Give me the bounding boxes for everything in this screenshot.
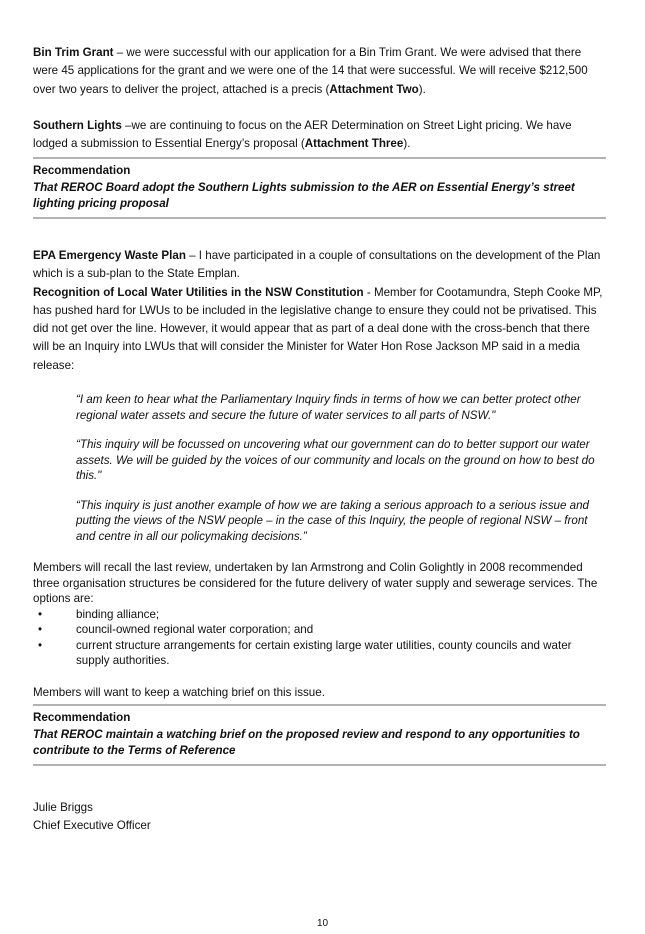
recommendation-box-1 [33, 159, 606, 217]
list-item: • council-owned regional water corporation; and [38, 623, 314, 637]
water-heading: Recognition of Local Water Utilities in the NSW Constitution [33, 285, 364, 299]
bin-trim-heading: Bin Trim Grant [33, 46, 114, 59]
review-paragraph: Members will recall the last review, undertaken by Ian Armstrong and Colin Golightly in 2008 recommended three organisation structures be considered for the future delivery of water supply and sewerage services. The options are: [33, 561, 598, 606]
attachment-two-ref: Attachment Two [329, 82, 419, 96]
bullet-icon: • [38, 638, 43, 652]
quote-3: “This inquiry is just another example of how we are taking a serious approach to a serious issue and putting the views of the NSW people – in the case of this Inquiry, the people of regional NSW – front and centre in all our policymaking decisions.” [76, 498, 589, 543]
quote-2: “This inquiry will be focussed on uncovering what our government can do to better support our water assets. We will be guided by the voices of our community and locals on the ground on how to best do this." [76, 438, 595, 483]
bullet-icon: • [38, 607, 43, 621]
list-item: • binding alliance; [38, 607, 160, 621]
signature-name: Julie Briggs [33, 800, 93, 814]
signature-title: Chief Executive Officer [33, 818, 151, 832]
recommendation-text: That REROC Board adopt the Southern Lights submission to the AER on Essential Energy’s street lighting pricing proposal [33, 180, 575, 211]
recommendation-heading: Recommendation [33, 711, 131, 725]
bin-trim-paragraph: Bin Trim Grant – we were successful with our application for a Bin Trim Grant. We were advised that there were 45 applications for the grant and we were one of the 14 that were successful. We will receive $212,500 over two years to deliver the project, attached is a precis (Attachment Two). [33, 46, 588, 96]
watching-paragraph: Members will want to keep a watching brief on this issue. [33, 685, 325, 699]
document-page [33, 44, 606, 835]
bullet-icon: • [38, 623, 43, 637]
epa-paragraph: EPA Emergency Waste Plan – I have participated in a couple of consultations on the development of the Plan which is a sub-plan to the State Emplan. [33, 248, 601, 281]
epa-heading: EPA Emergency Waste Plan [33, 248, 186, 262]
options-list [33, 607, 606, 669]
southern-lights-heading: Southern Lights [33, 118, 122, 132]
southern-lights-paragraph: Southern Lights –we are continuing to focus on the AER Determination on Street Light pricing. We have lodged a submission to Essential Energy’s proposal (Attachment Three). [33, 118, 572, 151]
water-paragraph: Recognition of Local Water Utilities in the NSW Constitution - Member for Cootamundra, Steph Cooke MP, has pushed hard for LWUs to be included in the legislative change to ensure they could not be privatised. This did not get over the line. However, it would appear that as part of a deal done with the cross-bench that there will be an Inquiry into LWUs that will consider the Minister for Water Hon Rose Jackson MP said in a media release: [33, 285, 603, 372]
recommendation-heading: Recommendation [33, 164, 131, 178]
quote-1: “I am keen to hear what the Parliamentary Inquiry finds in terms of how we can better protect other regional water assets and secure the future of water services to all parts of NSW." [76, 393, 581, 422]
attachment-three-ref: Attachment Three [304, 137, 404, 151]
recommendation-box-2 [33, 706, 606, 764]
page-number: 10 [316, 918, 329, 929]
list-item: • current structure arrangements for certain existing large water utilities, county councils and water supply authorities. [38, 638, 572, 668]
recommendation-text: That REROC maintain a watching brief on the proposed review and respond to any opportunities to contribute to the Terms of Reference [33, 727, 580, 758]
